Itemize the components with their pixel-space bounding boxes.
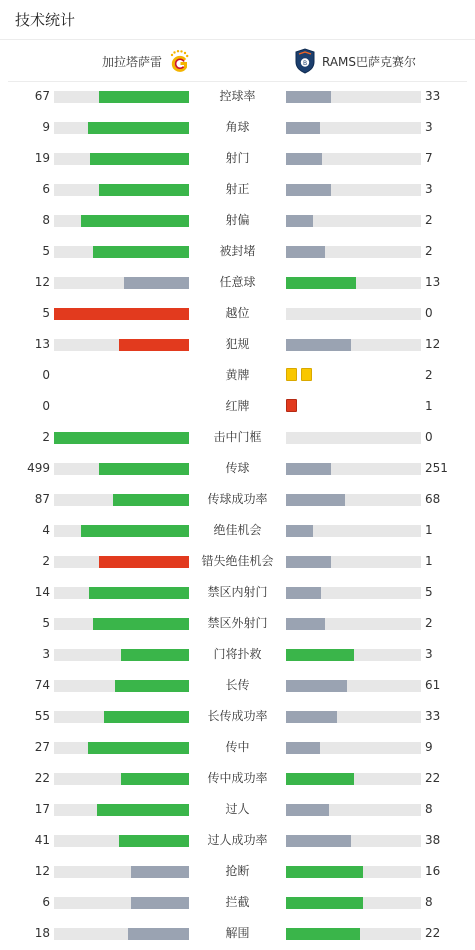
home-bar-track <box>54 339 189 351</box>
away-bar-track <box>286 556 421 568</box>
home-bar-fill <box>99 556 189 568</box>
stat-row <box>0 82 475 113</box>
away-bar-fill <box>286 804 329 816</box>
home-bar-fill <box>99 463 189 475</box>
home-value: 9 <box>42 120 50 134</box>
away-bar-fill <box>286 525 313 537</box>
home-value: 8 <box>42 213 50 227</box>
away-value: 1 <box>425 554 433 568</box>
away-value: 3 <box>425 647 433 661</box>
stat-row <box>0 733 475 764</box>
away-cards <box>286 368 312 382</box>
stat-row <box>0 268 475 299</box>
stat-row <box>0 392 475 423</box>
home-team[interactable] <box>102 41 190 81</box>
away-bar-track <box>286 215 421 227</box>
away-bar-track <box>286 711 421 723</box>
home-bar-fill <box>54 432 189 444</box>
home-value: 19 <box>34 151 50 165</box>
stat-label: 抢断 <box>225 864 250 878</box>
stat-label: 过人 <box>225 802 250 816</box>
away-value: 22 <box>425 926 441 940</box>
away-bar-fill <box>286 463 331 475</box>
stat-row <box>0 578 475 609</box>
home-bar-track <box>54 494 189 506</box>
home-bar-fill <box>121 649 189 661</box>
stat-label: 被封堵 <box>219 244 256 258</box>
home-value: 22 <box>34 771 50 785</box>
away-bar-track <box>286 184 421 196</box>
away-bar-fill <box>286 339 351 351</box>
away-bar-fill <box>286 215 313 227</box>
basaksehir-logo-icon <box>294 48 316 74</box>
stat-label: 错失绝佳机会 <box>201 554 274 568</box>
home-value: 0 <box>42 368 50 382</box>
away-value: 3 <box>425 120 433 134</box>
stat-row <box>0 516 475 547</box>
home-bar-fill <box>88 122 189 134</box>
stat-row <box>0 857 475 888</box>
stat-label: 长传成功率 <box>207 709 268 723</box>
home-bar-fill <box>99 91 189 103</box>
away-bar-fill <box>286 122 320 134</box>
away-bar-track <box>286 91 421 103</box>
home-bar-track <box>54 928 189 940</box>
away-bar-fill <box>286 742 320 754</box>
away-value: 2 <box>425 368 433 382</box>
away-bar-fill <box>286 897 363 909</box>
home-value: 41 <box>34 833 50 847</box>
stat-row <box>0 175 475 206</box>
away-bar-track <box>286 742 421 754</box>
home-value: 5 <box>42 306 50 320</box>
away-bar-fill <box>286 153 322 165</box>
stat-label: 禁区内射门 <box>207 585 268 599</box>
home-value: 12 <box>34 275 50 289</box>
stat-row <box>0 919 475 950</box>
stat-label: 控球率 <box>219 89 256 103</box>
home-bar-fill <box>131 897 189 909</box>
home-bar-fill <box>121 773 189 785</box>
stat-label: 击中门框 <box>213 430 262 444</box>
home-value: 12 <box>34 864 50 878</box>
away-bar-track <box>286 618 421 630</box>
home-value: 6 <box>42 895 50 909</box>
stat-row <box>0 299 475 330</box>
home-bar-fill <box>81 215 189 227</box>
away-bar-track <box>286 649 421 661</box>
home-bar-track <box>54 587 189 599</box>
away-bar-fill <box>286 835 351 847</box>
away-value: 2 <box>425 213 433 227</box>
home-bar-track <box>54 153 189 165</box>
stat-row <box>0 485 475 516</box>
away-bar-track <box>286 804 421 816</box>
stat-label: 越位 <box>225 306 250 320</box>
away-value: 68 <box>425 492 441 506</box>
away-value: 8 <box>425 895 433 909</box>
stat-row <box>0 702 475 733</box>
away-bar-track <box>286 928 421 940</box>
stat-label: 传球 <box>225 461 250 475</box>
stat-row <box>0 113 475 144</box>
away-value: 0 <box>425 430 433 444</box>
stat-label: 犯规 <box>225 337 250 351</box>
home-team-name: 加拉塔萨雷 <box>102 54 163 69</box>
stat-row <box>0 361 475 392</box>
home-bar-fill <box>88 742 189 754</box>
yellow-card-icon <box>286 368 297 381</box>
away-value: 7 <box>425 151 433 165</box>
red-card-icon <box>286 399 297 412</box>
stat-label: 长传 <box>225 678 250 692</box>
stat-row <box>0 640 475 671</box>
away-bar-fill <box>286 556 331 568</box>
stat-label: 红牌 <box>225 399 250 413</box>
away-value: 9 <box>425 740 433 754</box>
away-bar-track <box>286 494 421 506</box>
home-bar-track <box>54 308 189 320</box>
home-bar-track <box>54 897 189 909</box>
home-value: 499 <box>27 461 50 475</box>
home-value: 74 <box>34 678 50 692</box>
home-bar-track <box>54 432 189 444</box>
away-bar-track <box>286 432 421 444</box>
home-bar-track <box>54 711 189 723</box>
home-value: 6 <box>42 182 50 196</box>
stat-row <box>0 671 475 702</box>
away-bar-fill <box>286 184 331 196</box>
home-bar-track <box>54 184 189 196</box>
stat-label: 过人成功率 <box>207 833 268 847</box>
stat-label: 黄牌 <box>225 368 250 382</box>
home-value: 27 <box>34 740 50 754</box>
away-bar-track <box>286 587 421 599</box>
home-bar-track <box>54 122 189 134</box>
away-bar-track <box>286 835 421 847</box>
yellow-card-icon <box>301 368 312 381</box>
home-bar-track <box>54 246 189 258</box>
stat-row <box>0 826 475 857</box>
home-value: 14 <box>34 585 50 599</box>
home-bar-fill <box>81 525 189 537</box>
away-value: 16 <box>425 864 441 878</box>
home-bar-fill <box>93 246 189 258</box>
away-bar-track <box>286 866 421 878</box>
home-bar-track <box>54 91 189 103</box>
stat-label: 绝佳机会 <box>213 523 262 537</box>
away-value: 1 <box>425 523 433 537</box>
home-bar-fill <box>97 804 189 816</box>
away-bar-track <box>286 463 421 475</box>
away-team[interactable] <box>294 41 416 81</box>
stat-row <box>0 888 475 919</box>
page-title: 技术统计 <box>15 11 76 29</box>
away-bar-track <box>286 339 421 351</box>
away-value: 2 <box>425 244 433 258</box>
home-bar-track <box>54 773 189 785</box>
away-bar-fill <box>286 680 347 692</box>
away-value: 38 <box>425 833 441 847</box>
away-value: 1 <box>425 399 433 413</box>
away-bar-fill <box>286 494 345 506</box>
home-value: 17 <box>34 802 50 816</box>
away-bar-track <box>286 897 421 909</box>
away-value: 8 <box>425 802 433 816</box>
away-bar-track <box>286 153 421 165</box>
away-value: 2 <box>425 616 433 630</box>
home-value: 67 <box>34 89 50 103</box>
stat-row <box>0 547 475 578</box>
home-bar-track <box>54 463 189 475</box>
stat-label: 射正 <box>225 182 250 196</box>
stat-label: 传球成功率 <box>207 492 268 506</box>
home-bar-fill <box>113 494 189 506</box>
home-bar-fill <box>124 277 189 289</box>
stat-row <box>0 330 475 361</box>
stat-row <box>0 144 475 175</box>
stat-label: 拦截 <box>225 895 250 909</box>
stats-header <box>0 0 475 40</box>
home-bar-fill <box>128 928 189 940</box>
away-bar-fill <box>286 928 360 940</box>
stat-row <box>0 764 475 795</box>
stat-row <box>0 423 475 454</box>
team-header <box>8 41 467 82</box>
away-value: 0 <box>425 306 433 320</box>
home-bar-fill <box>89 587 189 599</box>
away-bar-fill <box>286 711 337 723</box>
away-bar-fill <box>286 277 356 289</box>
away-value: 22 <box>425 771 441 785</box>
home-bar-track <box>54 742 189 754</box>
home-bar-track <box>54 835 189 847</box>
away-bar-track <box>286 122 421 134</box>
away-bar-fill <box>286 91 331 103</box>
stat-row <box>0 609 475 640</box>
stats-list <box>0 82 475 950</box>
home-bar-track <box>54 866 189 878</box>
home-bar-fill <box>104 711 189 723</box>
home-bar-track <box>54 556 189 568</box>
stat-row <box>0 454 475 485</box>
away-bar-track <box>286 680 421 692</box>
home-value: 2 <box>42 430 50 444</box>
away-bar-track <box>286 246 421 258</box>
home-bar-fill <box>119 339 189 351</box>
home-bar-fill <box>93 618 189 630</box>
away-bar-track <box>286 525 421 537</box>
home-value: 87 <box>34 492 50 506</box>
stat-label: 射偏 <box>225 213 250 227</box>
galatasaray-logo-icon <box>168 48 190 74</box>
home-bar-fill <box>119 835 189 847</box>
home-bar-fill <box>115 680 189 692</box>
away-bar-track <box>286 773 421 785</box>
home-value: 3 <box>42 647 50 661</box>
away-value: 61 <box>425 678 441 692</box>
home-value: 5 <box>42 616 50 630</box>
stat-row <box>0 237 475 268</box>
away-bar-fill <box>286 866 363 878</box>
home-bar-track <box>54 649 189 661</box>
home-value: 4 <box>42 523 50 537</box>
away-value: 13 <box>425 275 441 289</box>
stat-label: 角球 <box>225 120 250 134</box>
away-bar-fill <box>286 618 325 630</box>
home-value: 2 <box>42 554 50 568</box>
stat-label: 禁区外射门 <box>207 616 268 630</box>
home-bar-fill <box>54 308 189 320</box>
away-bar-fill <box>286 587 321 599</box>
home-value: 0 <box>42 399 50 413</box>
away-value: 251 <box>425 461 448 475</box>
home-value: 5 <box>42 244 50 258</box>
home-bar-fill <box>99 184 189 196</box>
home-value: 55 <box>34 709 50 723</box>
home-value: 13 <box>34 337 50 351</box>
stat-label: 门将扑救 <box>213 647 262 661</box>
home-bar-track <box>54 215 189 227</box>
home-bar-track <box>54 277 189 289</box>
stat-label: 传中成功率 <box>207 771 268 785</box>
stat-label: 射门 <box>225 151 250 165</box>
home-bar-track <box>54 618 189 630</box>
away-bar-fill <box>286 649 354 661</box>
away-value: 5 <box>425 585 433 599</box>
home-bar-fill <box>90 153 189 165</box>
away-cards <box>286 399 297 413</box>
home-bar-fill <box>131 866 189 878</box>
away-bar-fill <box>286 773 354 785</box>
away-value: 33 <box>425 89 441 103</box>
stat-row <box>0 795 475 826</box>
stat-label: 任意球 <box>219 275 256 289</box>
home-bar-track <box>54 525 189 537</box>
away-team-name: RAMS巴萨克赛尔 <box>322 54 417 69</box>
home-value: 18 <box>34 926 50 940</box>
away-bar-track <box>286 308 421 320</box>
stat-label: 解围 <box>225 926 250 940</box>
svg-text:B: B <box>302 60 308 67</box>
away-bar-track <box>286 277 421 289</box>
away-value: 12 <box>425 337 441 351</box>
home-bar-track <box>54 804 189 816</box>
home-bar-track <box>54 680 189 692</box>
away-value: 3 <box>425 182 433 196</box>
stat-row <box>0 206 475 237</box>
stat-label: 传中 <box>225 740 250 754</box>
away-bar-fill <box>286 246 325 258</box>
away-value: 33 <box>425 709 441 723</box>
